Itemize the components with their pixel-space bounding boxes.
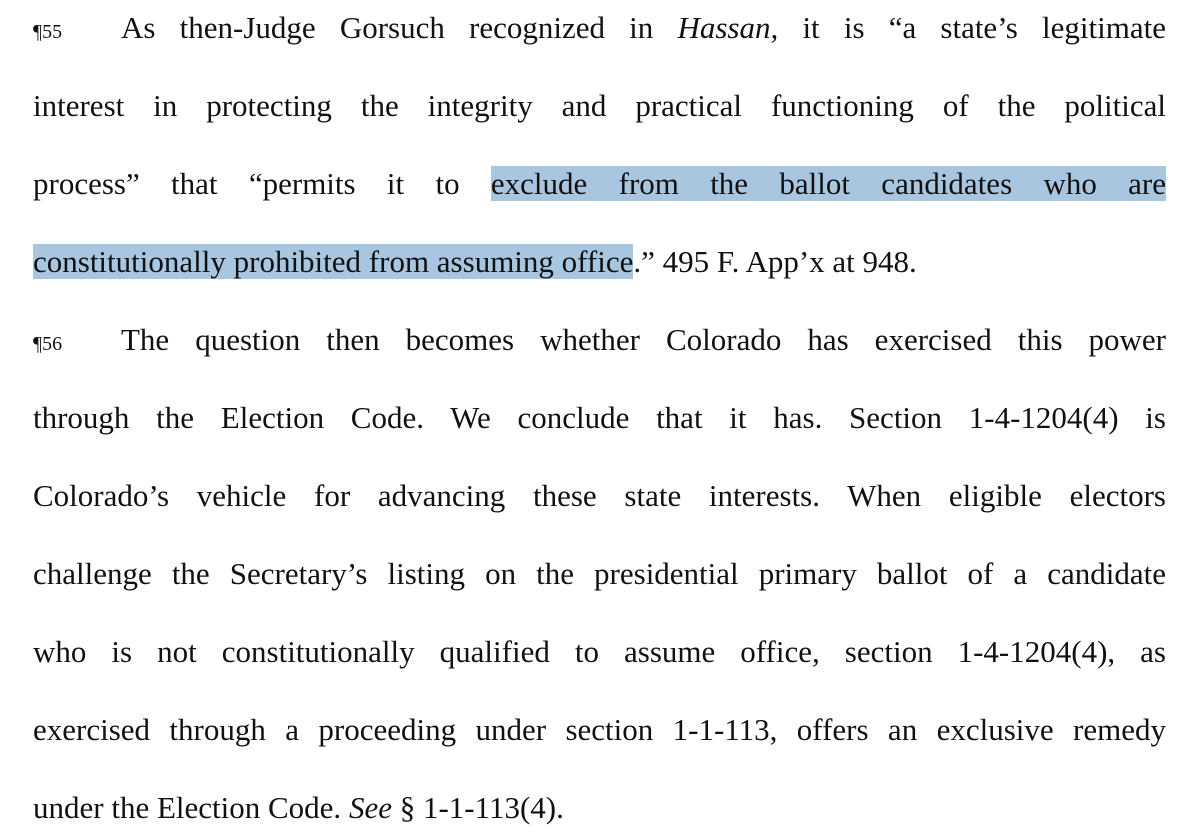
p56-line-7 [33, 786, 1166, 830]
citation-section: § 1-1-113(4). [399, 790, 564, 825]
highlighted-text-1[interactable]: exclude from the ballot candidates who are [490, 166, 1166, 201]
p55-text-4b: .” 495 F. App’x at 948. [633, 244, 917, 279]
p55-line-4 [33, 240, 1166, 284]
case-name-hassan: Hassan, [677, 10, 779, 45]
p56-line-3 [33, 474, 1166, 518]
p55-line-1 [33, 6, 1166, 50]
p56-text-2: through the Election Code. We conclude that it has. Section 1-4-1204(4) is [33, 400, 1166, 435]
p55-text-1b: it is “a state’s legitimate [802, 10, 1167, 45]
p56-text-1: The question then becomes whether Colorado has exercised this power [121, 322, 1166, 357]
paragraph-marker-56: ¶56 [33, 333, 63, 355]
p56-line-6 [33, 708, 1166, 752]
p56-line-1 [33, 318, 1166, 362]
p56-text-6: exercised through a proceeding under section 1-1-113, offers an exclusive remedy [33, 712, 1166, 747]
p55-text-3a: process” that “permits it to [33, 166, 460, 201]
p56-text-5: who is not constitutionally qualified to assume office, section 1-4-1204(4), as [33, 634, 1166, 669]
p56-text-3: Colorado’s vehicle for advancing these state interests. When eligible electors [33, 478, 1166, 513]
p55-text-2: interest in protecting the integrity and practical functioning of the political [33, 88, 1166, 123]
signal-see: See [348, 790, 392, 825]
paragraph-marker-55: ¶55 [33, 21, 63, 43]
p56-text-4: challenge the Secretary’s listing on the presidential primary ballot of a candidate [33, 556, 1166, 591]
p55-line-2 [33, 84, 1166, 128]
p55-text-1a: As then-Judge Gorsuch recognized in [121, 10, 654, 45]
p56-line-5 [33, 630, 1166, 674]
highlighted-text-2[interactable]: constitutionally prohibited from assuming office [33, 244, 634, 279]
p56-line-4 [33, 552, 1166, 596]
p55-line-3 [33, 162, 1166, 206]
p56-line-2 [33, 396, 1166, 440]
p56-text-7a: under the Election Code. [33, 790, 342, 825]
